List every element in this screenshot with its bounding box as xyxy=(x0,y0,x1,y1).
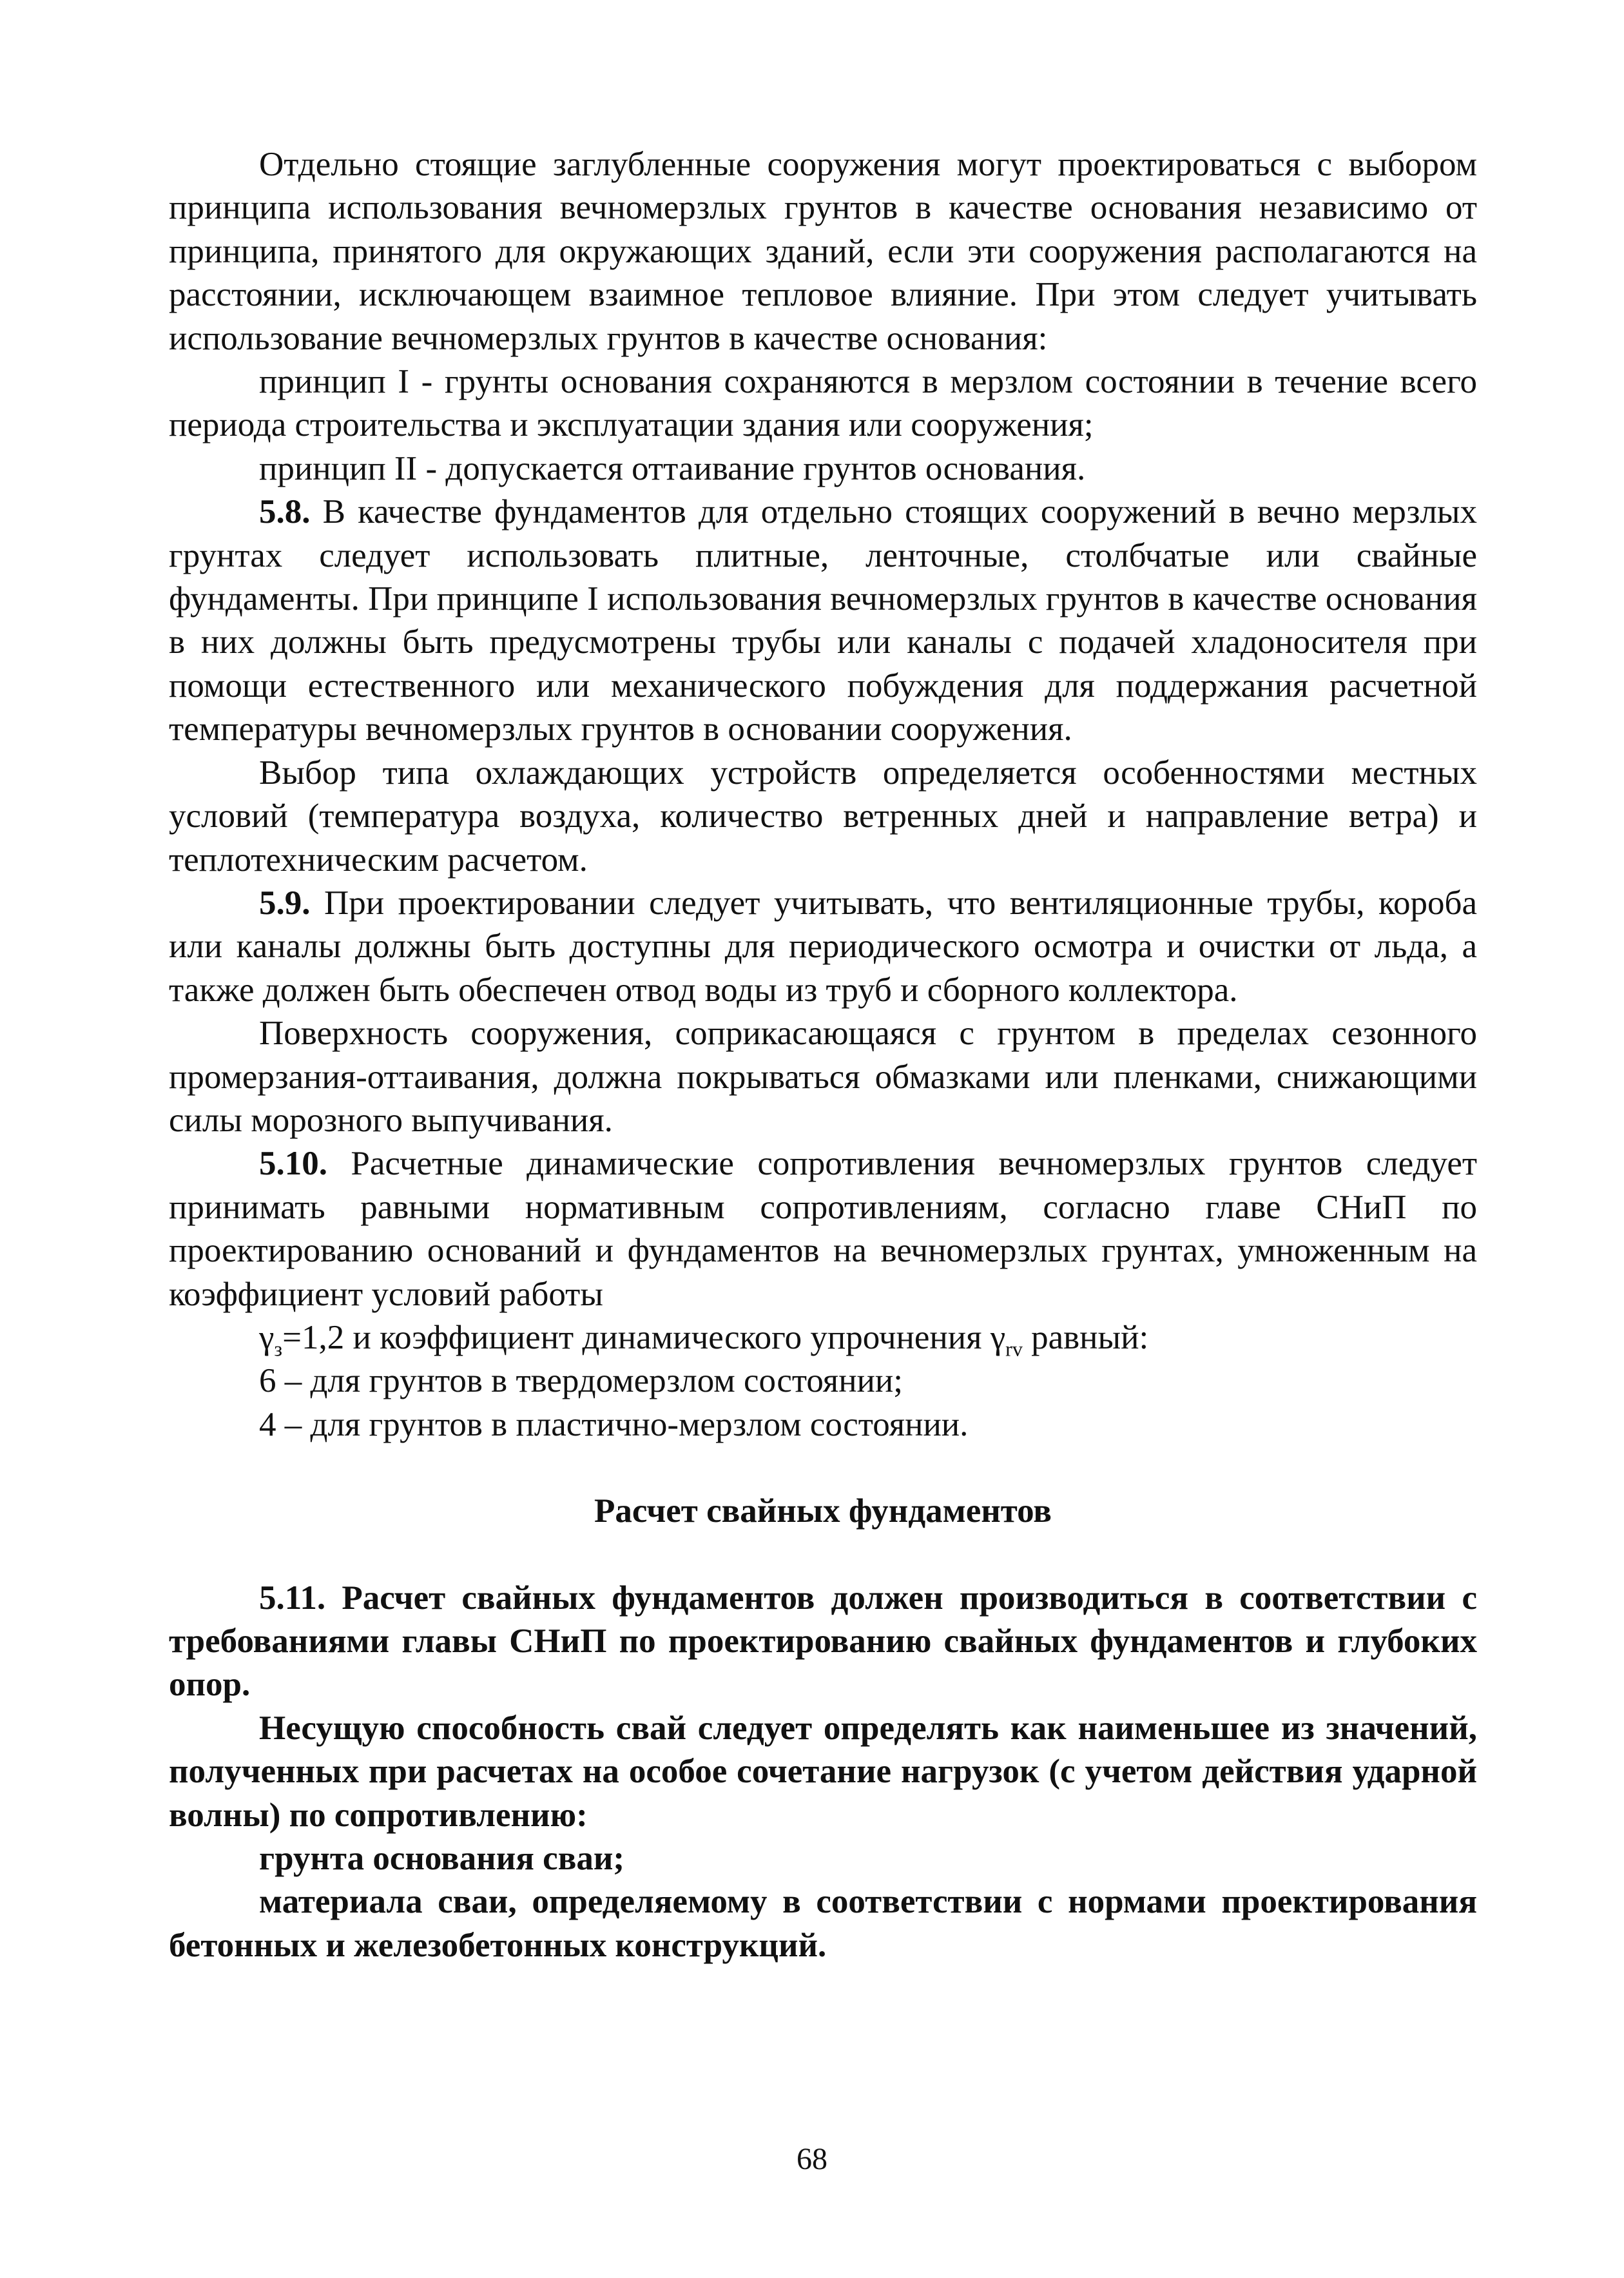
clause-number: 5.9. xyxy=(259,884,311,922)
paragraph-principle-2: принцип II - допускается оттаивание грунтов основания. xyxy=(259,449,1086,487)
paragraph-5-11 xyxy=(169,1577,1477,1707)
clause-number: 5.10. xyxy=(259,1145,327,1183)
paragraph-text: Расчет свайных фундаментов должен производиться в соответствии с требованиями главы СНиП по проектированию свайных фундаментов и глубоких опор. xyxy=(169,1579,1477,1704)
paragraph-text: В качестве фундаментов для отдельно стоящих сооружений в вечно мерзлых грунтах следует использовать плитные, ленточные, столбчатые или свайные фундаменты. При принципе I использования вечномерзлых грунтов в качестве основания в них должны быть предусмотрены трубы или каналы с подачей хладоносителя при помощи естественного или механического побуждения для поддержания расчетной температуры вечномерзлых грунтов в основании сооружения. xyxy=(169,493,1478,748)
clause-number: 5.8. xyxy=(259,493,311,531)
list-item: материала сваи, определяемому в соответствии с нормами проектирования бетонных и железобетонных конструкций. xyxy=(169,1883,1477,1964)
paragraph-text: Расчетные динамические сопротивления вечномерзлых грунтов следует принимать равными нормативным сопротивлениям, согласно главе СНиП по проектированию оснований и фундаментов на вечномерзлых грунтах, умноженным на коэффициент условий работы xyxy=(169,1145,1477,1313)
paragraph-5-9 xyxy=(169,882,1477,1012)
clause-number: 5.11. xyxy=(259,1579,326,1617)
list-item: 6 – для грунтов в твердомерзлом состоянии; xyxy=(259,1362,904,1400)
paragraph: Выбор типа охлаждающих устройств определяется особенностями местных условий (температура воздуха, количество ветренных дней и направление ветра) и теплотехническим расчетом. xyxy=(169,754,1477,879)
section-heading: Расчет свайных фундаментов xyxy=(594,1492,1052,1530)
paragraph: Отдельно стоящие заглубленные сооружения могут проектироваться с выбором принципа использования вечномерзлых грунтов в качестве основания независимо от принципа, принятого для окружающих зданий, если эти сооружения располагаются на расстоянии, исключающем взаимное тепловое влияние. При этом следует учитывать использование вечномерзлых грунтов в качестве основания: xyxy=(169,146,1477,357)
list-item: грунта основания сваи; xyxy=(259,1840,625,1878)
document-page xyxy=(169,143,1477,1967)
list-item: 4 – для грунтов в пластично-мерзлом состоянии. xyxy=(259,1405,969,1443)
paragraph-text: При проектировании следует учитывать, что вентиляционные трубы, короба или каналы должны быть доступны для периодического осмотра и очистки от льда, а также должен быть обеспечен отвод воды из труб и сборного коллектора. xyxy=(169,884,1478,1009)
section-body xyxy=(169,1577,1477,1968)
paragraph: Поверхность сооружения, соприкасающаяся с грунтом в пределах сезонного промерзания-оттаивания, должна покрываться обмазками или пленками, снижающими силы морозного выпучивания. xyxy=(169,1015,1477,1139)
paragraph-coefficients: $\gamma_з=1,2$ и коэффициент динамического упрочнения $\gamma_{rv}$ равный: xyxy=(259,1318,1149,1361)
paragraph-principle-1: принцип I - грунты основания сохраняются в мерзлом состоянии в течение всего периода строительства и эксплуатации здания или сооружения; xyxy=(169,363,1477,444)
page-number: 68 xyxy=(797,2142,827,2176)
paragraph: Несущую способность свай следует определять как наименьшее из значений, полученных при расчетах на особое сочетание нагрузок (с учетом действия ударной волны) по сопротивлению: xyxy=(169,1709,1477,1834)
paragraph-5-10 xyxy=(169,1142,1477,1316)
paragraph-5-8 xyxy=(169,491,1477,751)
